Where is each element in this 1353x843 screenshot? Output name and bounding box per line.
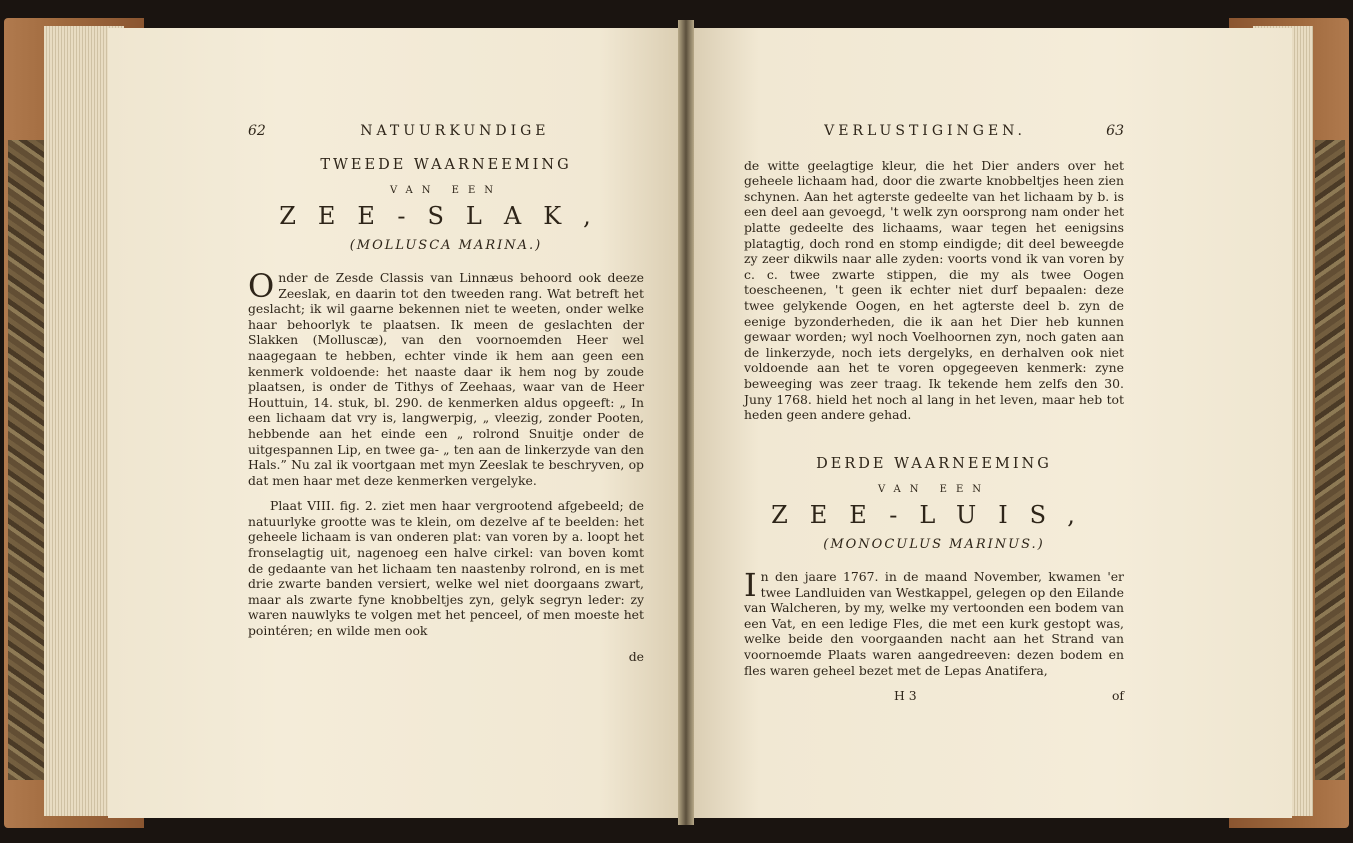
right-page-number: 63 (1106, 123, 1124, 139)
left-page-number: 62 (248, 123, 266, 139)
right-running-title: VERLUSTIGINGEN. (824, 123, 1026, 139)
left-paragraph-2: Plaat VIII. fig. 2. ziet men haar vergrootend afgebeeld; de natuurlyke grootte was te klein, om dezelve af te beelden: het geheele lichaam is van onderen plat: van voren by a. loopt het fronselagtig uit, nagenoeg een halve cirkel: van boven komt de gedaante van het lichaam ten naastenby rolrond, en is met drie zwarte banden versiert, welke wel niet doorgaans zwart, maar als zwarte fyne knobbeltjes zyn, gelyk segryn leder: zy waren nauwlyks te volgen met het penceel, of men moeste het pointéren; en wilde men ook (248, 498, 644, 639)
right-paragraph-2: In den jaare 1767. in de maand November, kwamen 'er twee Landluiden van Westkappel, gelegen op den Eilande van Walcheren, by my, welke my vertoonden een bodem van een Vat, en een ledige Fles, die met een kurk gestopt was, welke beide den voorgaanden nacht aan het Strand van voornoemde Plaats waren aangedreeven: dezen bodem en fles waren geheel bezet met de Lepas Anatifera, (744, 566, 1124, 678)
left-heading-title: ZEE-SLAK, (279, 201, 613, 230)
signature-mark: H 3 (894, 688, 917, 704)
right-dropcap: I (744, 566, 757, 605)
right-paragraph-1: de witte geelagtige kleur, die het Dier anders over het geheele lichaam had, door die zwarte knobbeltjes heen zien schynen. Aan het agterste gedeelte van het lichaam by b. is een deel aan gevoegd, 't welk zyn oorsprong nam onder het platte gedeelte des lichaams, waar tegen het eenigsins platagtig, doch rond en stomp eindigde; dit deel beweegde zy zeer dikwils naar alle zyden: voorts vond ik van voren by c. c. twee zwarte stippen, die my als twee Oogen toescheenen, 't geen ik echter niet durf bepaalen: deze twee gelykende Oogen, en het agterste deel b. zyn de eenige byzonderheden, die ik aan het Dier heb kunnen gewaar worden; wyl noch Voelhoornen zyn, noch gaten aan de linkerzyde, noch iets dergelyks, en derhalven ook niet voldoende aan het te voren opgegeeven kenmerk: zyne beweeging was zeer traag. Ik tekende hem zelfs den 30. Juny 1768. hield het noch al lang in het leven, maar heb tot heden geen andere gehad. (744, 157, 1124, 423)
left-running-title: NATUURKUNDIGE (360, 123, 550, 139)
left-marbled-board (8, 140, 48, 780)
right-heading-van: VAN EEN (877, 484, 991, 496)
left-heading-waarneming: TWEEDE WAARNEEMING (320, 156, 572, 173)
right-catchword: of (1111, 688, 1124, 704)
left-heading-latin: (MOLLUSCA MARINA.) (349, 238, 543, 254)
left-paragraph-1: Onder de Zesde Classis van Linnæus behoord ook deeze Zeeslak, en daarin tot den tweeden rang. Wat betreft het geslacht; ik wil gaarne bekennen niet te weeten, onder welke haar behoorlyk te plaatsen. Ik meen de geslachten der Slakken (Molluscæ), van den voornoemden Heer wel naagegaan te hebben, echter vinde ik hem aan geen een kenmerk voldoende: het naaste daar ik hem nog by zoude plaatsen, is onder de Tithys of Zeehaas, waar van de Heer Houttuin, 14. stuk, bl. 290. de kenmerken aldus opgeeft: „ In een lichaam dat vry is, langwerpig, „ vleezig, zonder Pooten, hebbende aan het einde een „ rolrond Snuitje onder de uitgespannen Lip, en twee ga- „ ten aan de linkerzyde van den Hals.” Nu zal ik voortgaan met myn Zeeslak te beschryven, op dat men haar met deze kenmerken vergelyke. (248, 266, 644, 488)
left-catchword: de (628, 648, 644, 664)
right-marbled-board (1315, 140, 1345, 780)
left-heading-van: VAN EEN (389, 185, 503, 197)
left-dropcap: O (248, 266, 275, 305)
right-heading-title: ZEE-LUIS, (771, 500, 1097, 529)
left-running-head (248, 124, 644, 140)
left-page-text (248, 124, 644, 664)
right-running-head (744, 124, 1124, 140)
right-heading-waarneming: DERDE WAARNEEMING (816, 455, 1052, 472)
right-heading-latin: (MONOCULUS MARINUS.) (823, 537, 1045, 553)
right-page-text (744, 124, 1124, 704)
book-gutter (678, 20, 694, 825)
